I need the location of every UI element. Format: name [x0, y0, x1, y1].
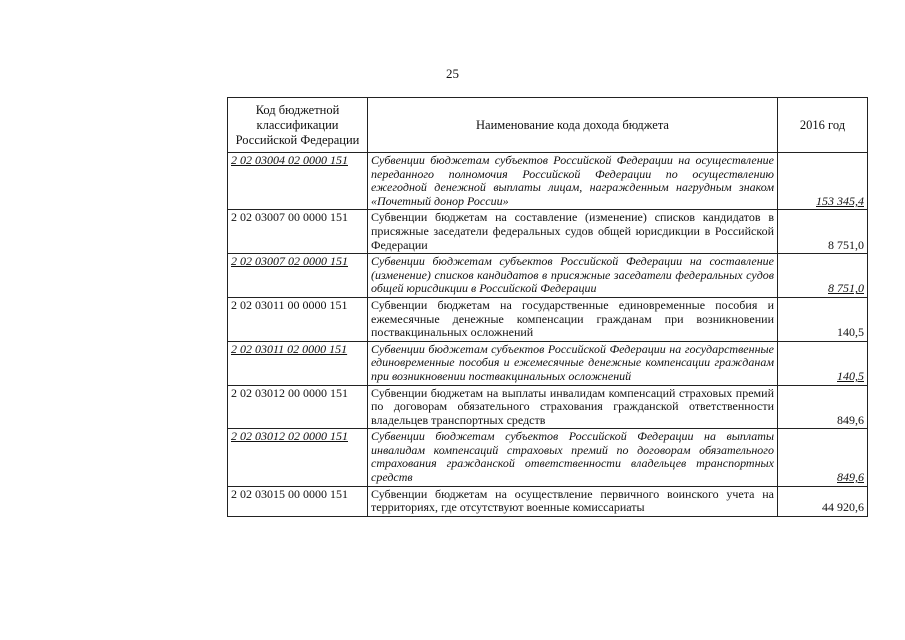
row-amount: 849,6: [778, 429, 868, 486]
row-amount: 8 751,0: [778, 254, 868, 298]
row-amount: 140,5: [778, 297, 868, 341]
row-amount: 8 751,0: [778, 210, 868, 254]
row-code: 2 02 03012 02 0000 151: [228, 429, 368, 486]
table-row: [228, 486, 868, 516]
row-code: 2 02 03015 00 0000 151: [228, 486, 368, 516]
page-number: 25: [446, 66, 459, 81]
row-code: 2 02 03012 00 0000 151: [228, 385, 368, 429]
row-name: Субвенции бюджетам на составление (изменение) списков кандидатов в присяжные заседатели федеральных судов общей юрисдикции в Российской Федерации: [368, 210, 778, 254]
row-amount: 849,6: [778, 385, 868, 429]
row-amount: 153 345,4: [778, 153, 868, 210]
row-code: 2 02 03004 02 0000 151: [228, 153, 368, 210]
table-row: [228, 153, 868, 210]
row-amount: 140,5: [778, 341, 868, 385]
row-name: Субвенции бюджетам субъектов Российской Федерации на выплаты инвалидам компенсаций страховых премий по договорам обязательного страхования гражданской ответственности владельцев транспортных средств: [368, 429, 778, 486]
header-code: Код бюджетной классификации Российской Федерации: [228, 98, 368, 153]
table-row: [228, 385, 868, 429]
row-code: 2 02 03007 02 0000 151: [228, 254, 368, 298]
row-name: Субвенции бюджетам субъектов Российской Федерации на осуществление переданного полномочия Российской Федерации по осуществлению ежегодной денежной выплаты лицам, награжденным нагрудным знаком «Почетный донор России»: [368, 153, 778, 210]
table-row: [228, 210, 868, 254]
row-name: Субвенции бюджетам субъектов Российской Федерации на государственные единовременные пособия и ежемесячные денежные компенсации гражданам при возникновении поствакцинальных осложнений: [368, 341, 778, 385]
row-name: Субвенции бюджетам на государственные единовременные пособия и ежемесячные денежные компенсации гражданам при возникновении поствакцинальных осложнений: [368, 297, 778, 341]
row-name: Субвенции бюджетам на осуществление первичного воинского учета на территориях, где отсутствуют военные комиссариаты: [368, 486, 778, 516]
row-name: Субвенции бюджетам субъектов Российской Федерации на составление (изменение) списков кандидатов в присяжные заседатели федеральных судов общей юрисдикции в Российской Федерации: [368, 254, 778, 298]
row-name: Субвенции бюджетам на выплаты инвалидам компенсаций страховых премий по договорам обязательного страхования гражданской ответственности владельцев транспортных средств: [368, 385, 778, 429]
budget-revenue-table: [227, 97, 868, 517]
table-row: [228, 429, 868, 486]
header-year: 2016 год: [778, 98, 868, 153]
table-row: [228, 254, 868, 298]
row-amount: 44 920,6: [778, 486, 868, 516]
table-header-row: [228, 98, 868, 153]
row-code: 2 02 03011 00 0000 151: [228, 297, 368, 341]
header-name: Наименование кода дохода бюджета: [368, 98, 778, 153]
row-code: 2 02 03007 00 0000 151: [228, 210, 368, 254]
table-row: [228, 297, 868, 341]
row-code: 2 02 03011 02 0000 151: [228, 341, 368, 385]
table-row: [228, 341, 868, 385]
